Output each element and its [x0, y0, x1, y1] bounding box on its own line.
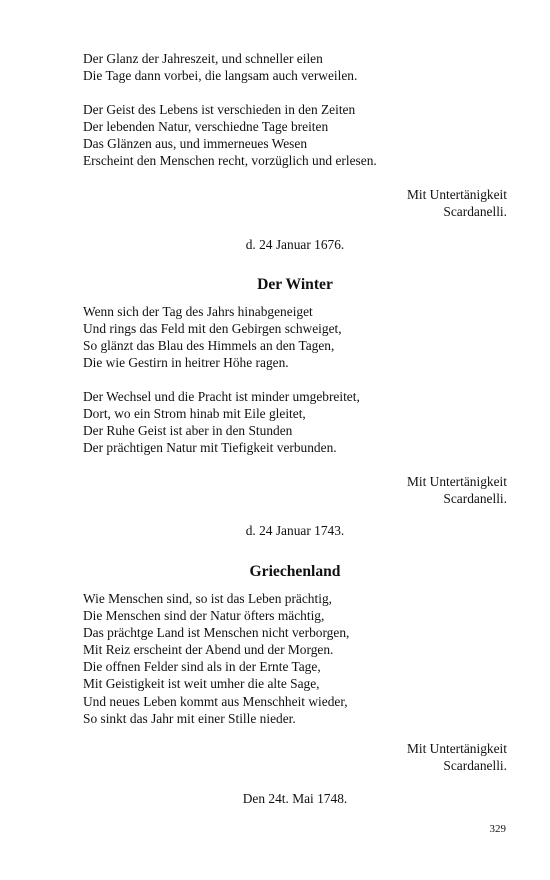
- verse-line: Und neues Leben kommt aus Menschheit wieder,: [83, 693, 348, 709]
- signature-name: Scardanelli.: [443, 758, 507, 774]
- verse-line: Der Glanz der Jahreszeit, und schneller eilen: [83, 51, 323, 66]
- verse-line: Der Wechsel und die Pracht ist minder umgebreitet,: [83, 389, 360, 404]
- verse-line: Das prächtge Land ist Menschen nicht verborgen,: [83, 625, 350, 641]
- page-number: 329: [489, 823, 506, 835]
- verse-line: Das Glänzen aus, und immerneues Wesen: [83, 136, 308, 152]
- signature-line: Mit Untertänigkeit: [406, 474, 507, 489]
- poem1-stanza-a: [83, 50, 523, 84]
- verse-line: So sinkt das Jahr mit einer Stille nieder.: [83, 710, 296, 726]
- verse-line: Der Geist des Lebens ist verschieden in den Zeiten: [83, 102, 356, 117]
- verse-line: Die Tage dann vorbei, die langsam auch verweilen.: [83, 68, 358, 84]
- verse-line: Wie Menschen sind, so ist das Leben prächtig,: [83, 591, 332, 606]
- verse-line: Die offnen Felder sind als in der Ernte Tage,: [83, 659, 321, 675]
- poem3-signature: [207, 740, 507, 774]
- poem1-stanza-b: [83, 101, 523, 169]
- poem3-title: Griechenland: [249, 563, 341, 580]
- poem3-stanza-a: [83, 590, 523, 727]
- verse-line: Wenn sich der Tag des Jahrs hinabgeneiget: [83, 304, 313, 319]
- verse-line: So glänzt das Blau des Himmels an den Tagen,: [83, 338, 335, 354]
- poem3-date: Den 24t. Mai 1748.: [242, 791, 348, 806]
- signature-name: Scardanelli.: [443, 204, 507, 220]
- verse-line: Erscheint den Menschen recht, vorzüglich und erlesen.: [83, 153, 377, 169]
- verse-line: Die Menschen sind der Natur öfters mächtig,: [83, 608, 325, 624]
- verse-line: Die wie Gestirn in heitrer Höhe ragen.: [83, 355, 289, 371]
- poem1-date: d. 24 Januar 1676.: [245, 237, 345, 252]
- verse-line: Der prächtigen Natur mit Tiefigkeit verbunden.: [83, 440, 337, 456]
- poem2-stanza-b: [83, 388, 523, 456]
- verse-line: Der lebenden Natur, verschiedne Tage breiten: [83, 119, 329, 135]
- poem2-signature: [207, 473, 507, 507]
- poem2-date: d. 24 Januar 1743.: [245, 523, 345, 538]
- verse-line: Und rings das Feld mit den Gebirgen schweiget,: [83, 321, 342, 337]
- signature-line: Mit Untertänigkeit: [406, 741, 507, 756]
- poem2-stanza-a: [83, 303, 523, 371]
- verse-line: Mit Geistigkeit ist weit umher die alte Sage,: [83, 676, 320, 692]
- verse-line: Dort, wo ein Strom hinab mit Eile gleitet,: [83, 406, 306, 422]
- verse-line: Mit Reiz erscheint der Abend und der Morgen.: [83, 642, 334, 658]
- signature-name: Scardanelli.: [443, 491, 507, 507]
- poem2-title: Der Winter: [257, 276, 333, 293]
- poem1-signature: [207, 186, 507, 220]
- verse-line: Der Ruhe Geist ist aber in den Stunden: [83, 423, 293, 439]
- signature-line: Mit Untertänigkeit: [406, 187, 507, 202]
